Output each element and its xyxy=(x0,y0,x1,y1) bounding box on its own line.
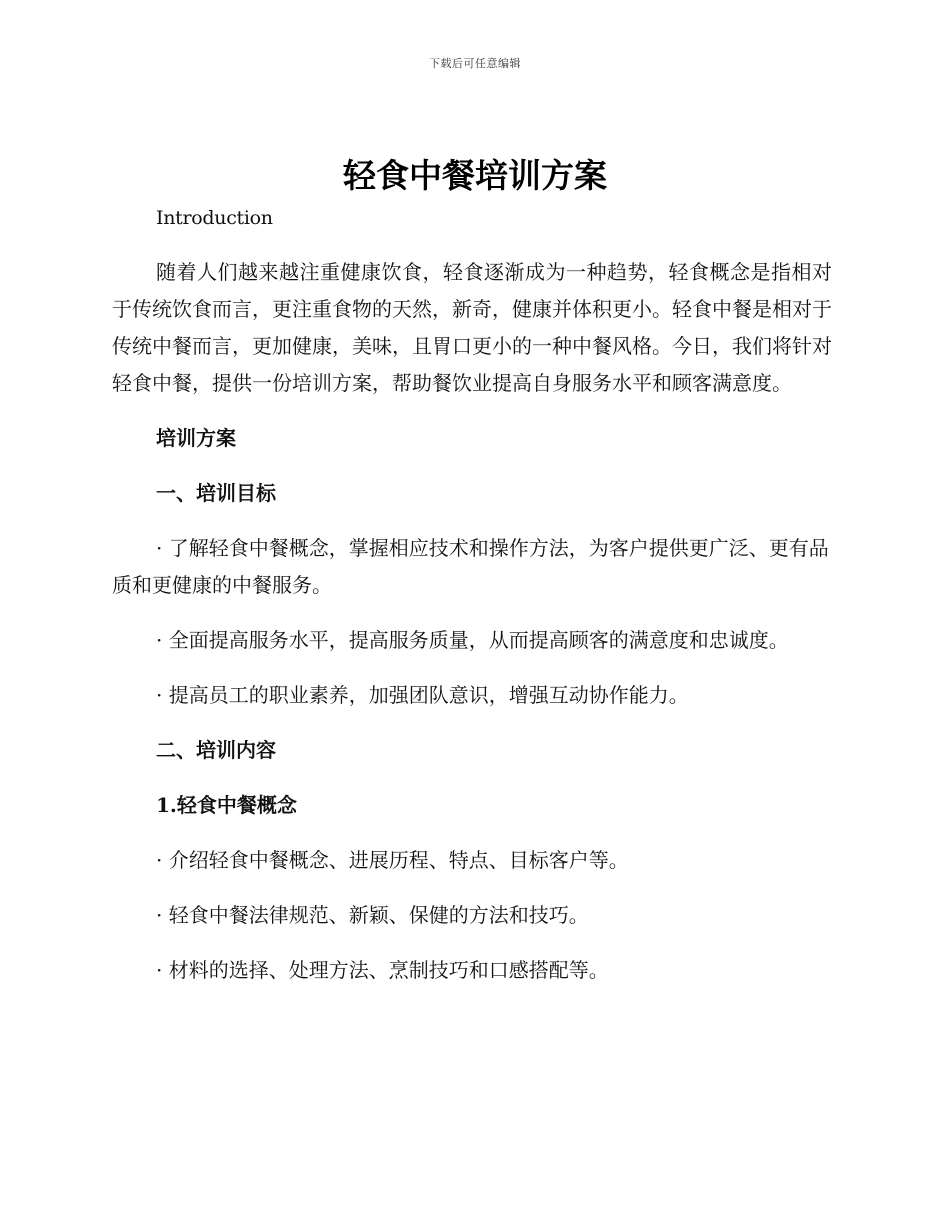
intro-paragraph: 随着人们越来越注重健康饮食，轻食逐渐成为一种趋势，轻食概念是指相对于传统饮食而言，更注重食物的天然，新奇，健康并体积更小。轻食中餐是相对于传统中餐而言，更加健康，美味，且胃口更小的一种中餐风格。今日，我们将针对轻食中餐，提供一份培训方案，帮助餐饮业提高自身服务水平和顾客满意度。 xyxy=(112,260,832,395)
list-item: · 了解轻食中餐概念，掌握相应技术和操作方法，为客户提供更广泛、更有品质和更健康的中餐服务。 xyxy=(112,536,829,597)
list-item: · 全面提高服务水平，提高服务质量，从而提高顾客的满意度和忠诚度。 xyxy=(156,628,789,652)
intro-label: Introduction xyxy=(156,207,273,229)
subsection-1-heading: 1.轻食中餐概念 xyxy=(156,793,297,817)
section-1-heading: 一、培训目标 xyxy=(156,481,276,505)
document-title: 轻食中餐培训方案 xyxy=(343,156,607,195)
list-item: · 材料的选择、处理方法、烹制技巧和口感搭配等。 xyxy=(156,958,609,982)
header-note: 下载后可任意编辑 xyxy=(429,57,521,70)
document-body xyxy=(112,200,832,1007)
list-item: · 介绍轻食中餐概念、进展历程、特点、目标客户等。 xyxy=(156,848,629,872)
section-2-heading: 二、培训内容 xyxy=(156,738,276,762)
list-item: · 提高员工的职业素养，加强团队意识，增强互动协作能力。 xyxy=(156,683,689,707)
plan-heading: 培训方案 xyxy=(156,426,236,450)
list-item: · 轻食中餐法律规范、新颖、保健的方法和技巧。 xyxy=(156,903,589,927)
